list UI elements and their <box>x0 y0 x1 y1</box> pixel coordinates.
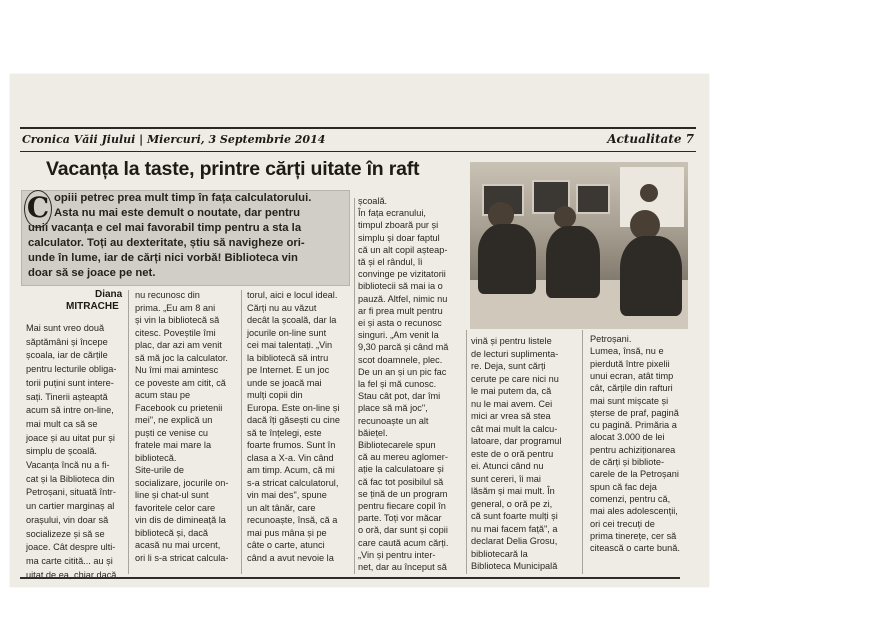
body-text-line: cerute pe care nici nu <box>471 373 559 384</box>
body-text-line: de lecturi suplimenta- <box>471 348 559 359</box>
body-text-line: pauză. Altfel, nimic nu <box>358 293 448 304</box>
byline-first-name: Diana <box>95 289 123 300</box>
body-text-line: s-a stricat calculatorul, <box>247 477 339 488</box>
body-text-line: nu le mai avem. Cei <box>471 398 553 409</box>
body-text-line: bibliotecă și, dacă <box>135 527 209 538</box>
body-text-line: lăsăm și mai mult. În <box>471 486 555 496</box>
body-text-line: În fața ecranului, <box>358 208 426 219</box>
body-text-line: prima. „Eu am 8 ani <box>135 302 216 313</box>
body-text-line: mici ar vrea să stea <box>471 411 551 421</box>
lead-line: opiii petrec prea mult timp în fața calculatorului. <box>54 192 312 204</box>
column-rule <box>128 290 129 574</box>
masthead-publication-date: Cronica Văii Jiului | Miercuri, 3 Septembrie 2014 <box>22 133 326 146</box>
body-text-line: recunoaște, însă, că a <box>247 515 338 525</box>
body-text-line: o oră, dar sunt și copii <box>358 525 448 536</box>
body-text-line: pierdută între pixelii <box>590 358 670 369</box>
body-text-line: unui ecran, atât timp <box>590 370 674 381</box>
body-text-line: Stau cât pot, dar îmi <box>358 391 441 402</box>
body-text-line: Petroșani. <box>590 334 632 344</box>
body-text-line: că sunt foarte mulți și <box>471 511 558 521</box>
body-text-line: Europa. Este on-line și <box>247 402 340 413</box>
body-text-line: mai sunt mișcate și <box>590 395 669 406</box>
body-text-line: unde se joacă mai <box>247 377 322 388</box>
masthead <box>20 127 696 152</box>
body-text-line: sați. Tinerii așteaptă <box>26 391 108 402</box>
body-text-line: vin mai des", spune <box>247 490 327 500</box>
body-text-line: citesc. Poveștile îmi <box>135 327 216 338</box>
body-text-line: place să mă joc", <box>358 403 428 414</box>
body-text-line: line și chat-ul sunt <box>135 490 209 500</box>
body-text-line: dacă îți găsești cu cine <box>247 415 340 425</box>
body-text-line: orașului, vin doar să <box>26 514 109 525</box>
body-text-line: decât la școală, dar la <box>247 315 337 325</box>
body-text-line: un alt tânăr, care <box>247 502 316 513</box>
body-text-line: jocurile on-line sunt <box>247 327 327 338</box>
body-text-line: Mai sunt vreo două <box>26 323 105 333</box>
body-text-line: bibliotecii să mai ia o <box>358 281 443 292</box>
body-text-line: plac, dar azi am venit <box>135 340 222 350</box>
body-text-line: Lumea, însă, nu e <box>590 346 664 357</box>
body-text-line: citească o carte bună. <box>590 543 680 554</box>
body-text-line: ei. Atunci când nu <box>471 461 544 471</box>
body-text-line: cat și la Biblioteca din <box>26 473 115 484</box>
body-text-line: declarat Delia Grosu, <box>471 536 558 546</box>
body-text-line: ce poveste am citit, că <box>135 377 226 388</box>
body-text-line: când a avut nevoie la <box>247 552 334 563</box>
body-text-line: Vacanța încă nu a fi- <box>26 460 110 470</box>
body-text-line: singuri. „Am venit la <box>358 330 439 341</box>
body-text-line: bibliotecă. <box>135 452 177 463</box>
body-text-line: mulți copii din <box>247 390 303 400</box>
body-text-line: recunoaște un alt <box>358 415 429 426</box>
body-text-line: scot doamnele, plec. <box>358 354 443 365</box>
body-text-line: spun că fac deja <box>590 481 657 492</box>
body-text-line: școală. <box>358 196 388 206</box>
body-text-line: ație la calculatoare și <box>358 464 444 475</box>
body-text-line: nu recunosc din <box>135 290 200 300</box>
body-text-line: am timp. Acum, că mi <box>247 465 335 475</box>
article-photo <box>470 162 688 329</box>
body-text-line: ori li s-a stricat calcula- <box>135 552 229 563</box>
body-text-line: „Vin și pentru inter- <box>358 549 436 560</box>
body-text-line: comenzi, pentru că, <box>590 493 671 504</box>
column-rule <box>582 330 583 574</box>
body-text-line: socializeze și să se <box>26 528 105 539</box>
body-text-line: acum să intre on-line, <box>26 405 114 416</box>
body-text-line: un cartier marginaș al <box>26 501 115 512</box>
column-rule <box>466 330 467 574</box>
body-text-line: parte. Toți vor măcar <box>358 513 442 524</box>
body-text-line: Site-urile de <box>135 465 185 475</box>
body-text-line: pe Internet. E un joc <box>247 365 330 375</box>
body-text-line: alocat 3.000 de lei <box>590 432 665 443</box>
lead-line: unii vacanța e cel mai favorabil timp pentru a sta la <box>28 222 302 234</box>
body-text-line: 9,30 parcă și când mă <box>358 342 449 353</box>
body-text-line: cât mai mult la calcu- <box>471 423 558 434</box>
body-text-line: tă și el rândul, îi <box>358 257 423 267</box>
body-text-line: cei mai talentați. „Vin <box>247 340 333 350</box>
body-text-line: și vin la bibliotecă să <box>135 315 220 325</box>
body-text-line: bibliotecară la <box>471 548 528 559</box>
body-text-line: la bibliotecă să intru <box>247 352 329 363</box>
body-text-line: școala, iar de cărțile <box>26 350 108 361</box>
body-text-line: că fac tot posibilul să <box>358 476 444 487</box>
body-text-line: băiețel. <box>358 427 388 438</box>
body-text-line: foarte frumos. Sunt în <box>247 440 336 450</box>
body-text-line: net, dar au început să <box>358 562 447 572</box>
bottom-rule <box>20 577 680 579</box>
lead-line: Asta nu mai este demult o noutate, dar pentru <box>54 207 301 219</box>
body-text-line: fratele mai mare la <box>135 440 212 450</box>
body-text-line: care caută acum cărți. <box>358 537 449 548</box>
body-text-line: prima tinerețe, cer să <box>590 530 677 541</box>
body-text-line: nu mai facem față", a <box>471 523 558 534</box>
body-text-line: vină și pentru listele <box>471 336 552 346</box>
column-rule <box>241 290 242 574</box>
body-text-line: sunt cereri, îi mai <box>471 473 541 484</box>
body-text-line: joace. Cât despre ulti- <box>26 542 116 553</box>
body-text-line: mai ales adolescenții, <box>590 506 678 517</box>
body-text-line: simplu de școală. <box>26 446 97 457</box>
body-text-line: latoare, dar programul <box>471 436 562 446</box>
body-text-line: socializare, jocurile on- <box>135 477 229 488</box>
body-text-line: șterse de praf, pagină <box>590 407 679 418</box>
body-text-line: Nu îmi mai amintesc <box>135 365 219 375</box>
body-text-line: uitat de ea, chiar dacă <box>26 569 117 580</box>
body-text-line: ar fi prea mult pentru <box>358 305 443 316</box>
body-text-line: Petroșani, situată într- <box>26 487 116 498</box>
body-text-line: timpul zboară pur și <box>358 220 439 231</box>
body-text-line: ei și asta o recunosc <box>358 318 442 328</box>
lead-line: doar să se joace pe net. <box>28 267 156 279</box>
masthead-section-page: Actualitate 7 <box>607 132 694 146</box>
article-headline: Vacanța la taste, printre cărți uitate în raft <box>46 158 420 180</box>
body-text-line: Cărți nu au văzut <box>247 302 317 313</box>
column-rule <box>354 198 355 574</box>
body-text-line: pentru achiziționarea <box>590 444 676 455</box>
body-text-line: săptămâni și începe <box>26 336 108 347</box>
body-text-line: Bibliotecarele spun <box>358 440 436 450</box>
body-text-line: de cărți și bibliote- <box>590 457 665 467</box>
body-text-line: la fel și mă cunosc. <box>358 379 437 389</box>
body-text-line: ori cei trecuți de <box>590 518 655 529</box>
body-text-line: pentru lecturile obliga- <box>26 364 117 375</box>
body-text-line: cât, cărțile din rafturi <box>590 383 673 394</box>
body-text-line: că au mereu aglomer- <box>358 452 448 463</box>
body-text-line: ma carte citită... au și <box>26 555 113 566</box>
body-text-line: re. Deja, sunt cărți <box>471 361 546 371</box>
body-text-line: pentru fiecare copil în <box>358 501 446 511</box>
body-text-line: convinge pe vizitatorii <box>358 269 446 280</box>
body-text-line: puști ce venise cu <box>135 427 209 438</box>
body-text-line: simplu și doar faptul <box>358 232 440 243</box>
body-text-line: De un an și un pic fac <box>358 366 447 377</box>
body-text-line: acasă nu mai urcent, <box>135 540 221 550</box>
body-text-line: câte o carte, atunci <box>247 540 325 550</box>
body-text-line: mai pus mâna și pe <box>247 527 327 538</box>
body-text-line: Facebook cu prietenii <box>135 402 223 413</box>
body-text-line: mei", ne explică un <box>135 415 213 425</box>
body-text-line: torul, aici e locul ideal. <box>247 290 338 300</box>
body-text-line: vin dis de dimineață la <box>135 515 226 525</box>
body-text-line: le mai putem da, că <box>471 386 552 396</box>
body-text-line: Biblioteca Municipală <box>471 561 558 571</box>
body-text-line: acum stau pe <box>135 390 191 400</box>
lead-line: calculator. Toți au dexteritate, știu să navigheze ori- <box>28 237 305 249</box>
body-text-line: favoritele celor care <box>135 502 216 513</box>
body-text-line: joace și au uitat pur și <box>26 432 115 443</box>
body-text-line: torii puțini sunt intere- <box>26 377 114 388</box>
body-text-line: să te înțelegi, este <box>247 427 322 438</box>
byline-last-name: MITRACHE <box>66 301 119 312</box>
body-text-line: carele de la Petroșani <box>590 469 679 480</box>
lead-line: unde în lume, iar de cărți nici vorbă! Biblioteca vin <box>28 252 298 264</box>
body-text-line: cu pagină. Primăria a <box>590 420 677 431</box>
body-text-line: se țină de un program <box>358 488 448 499</box>
body-text-line: general, o oră pe zi, <box>471 498 553 509</box>
body-text-line: clasa a X-a. Vin când <box>247 452 334 463</box>
body-text-line: să mă joc la calculator. <box>135 352 228 363</box>
body-text-line: este de o oră pentru <box>471 448 554 459</box>
drop-cap: C <box>24 190 52 228</box>
body-text-line: mai mult ca să se <box>26 418 98 429</box>
body-text-line: că un alt copil așteap- <box>358 244 448 255</box>
